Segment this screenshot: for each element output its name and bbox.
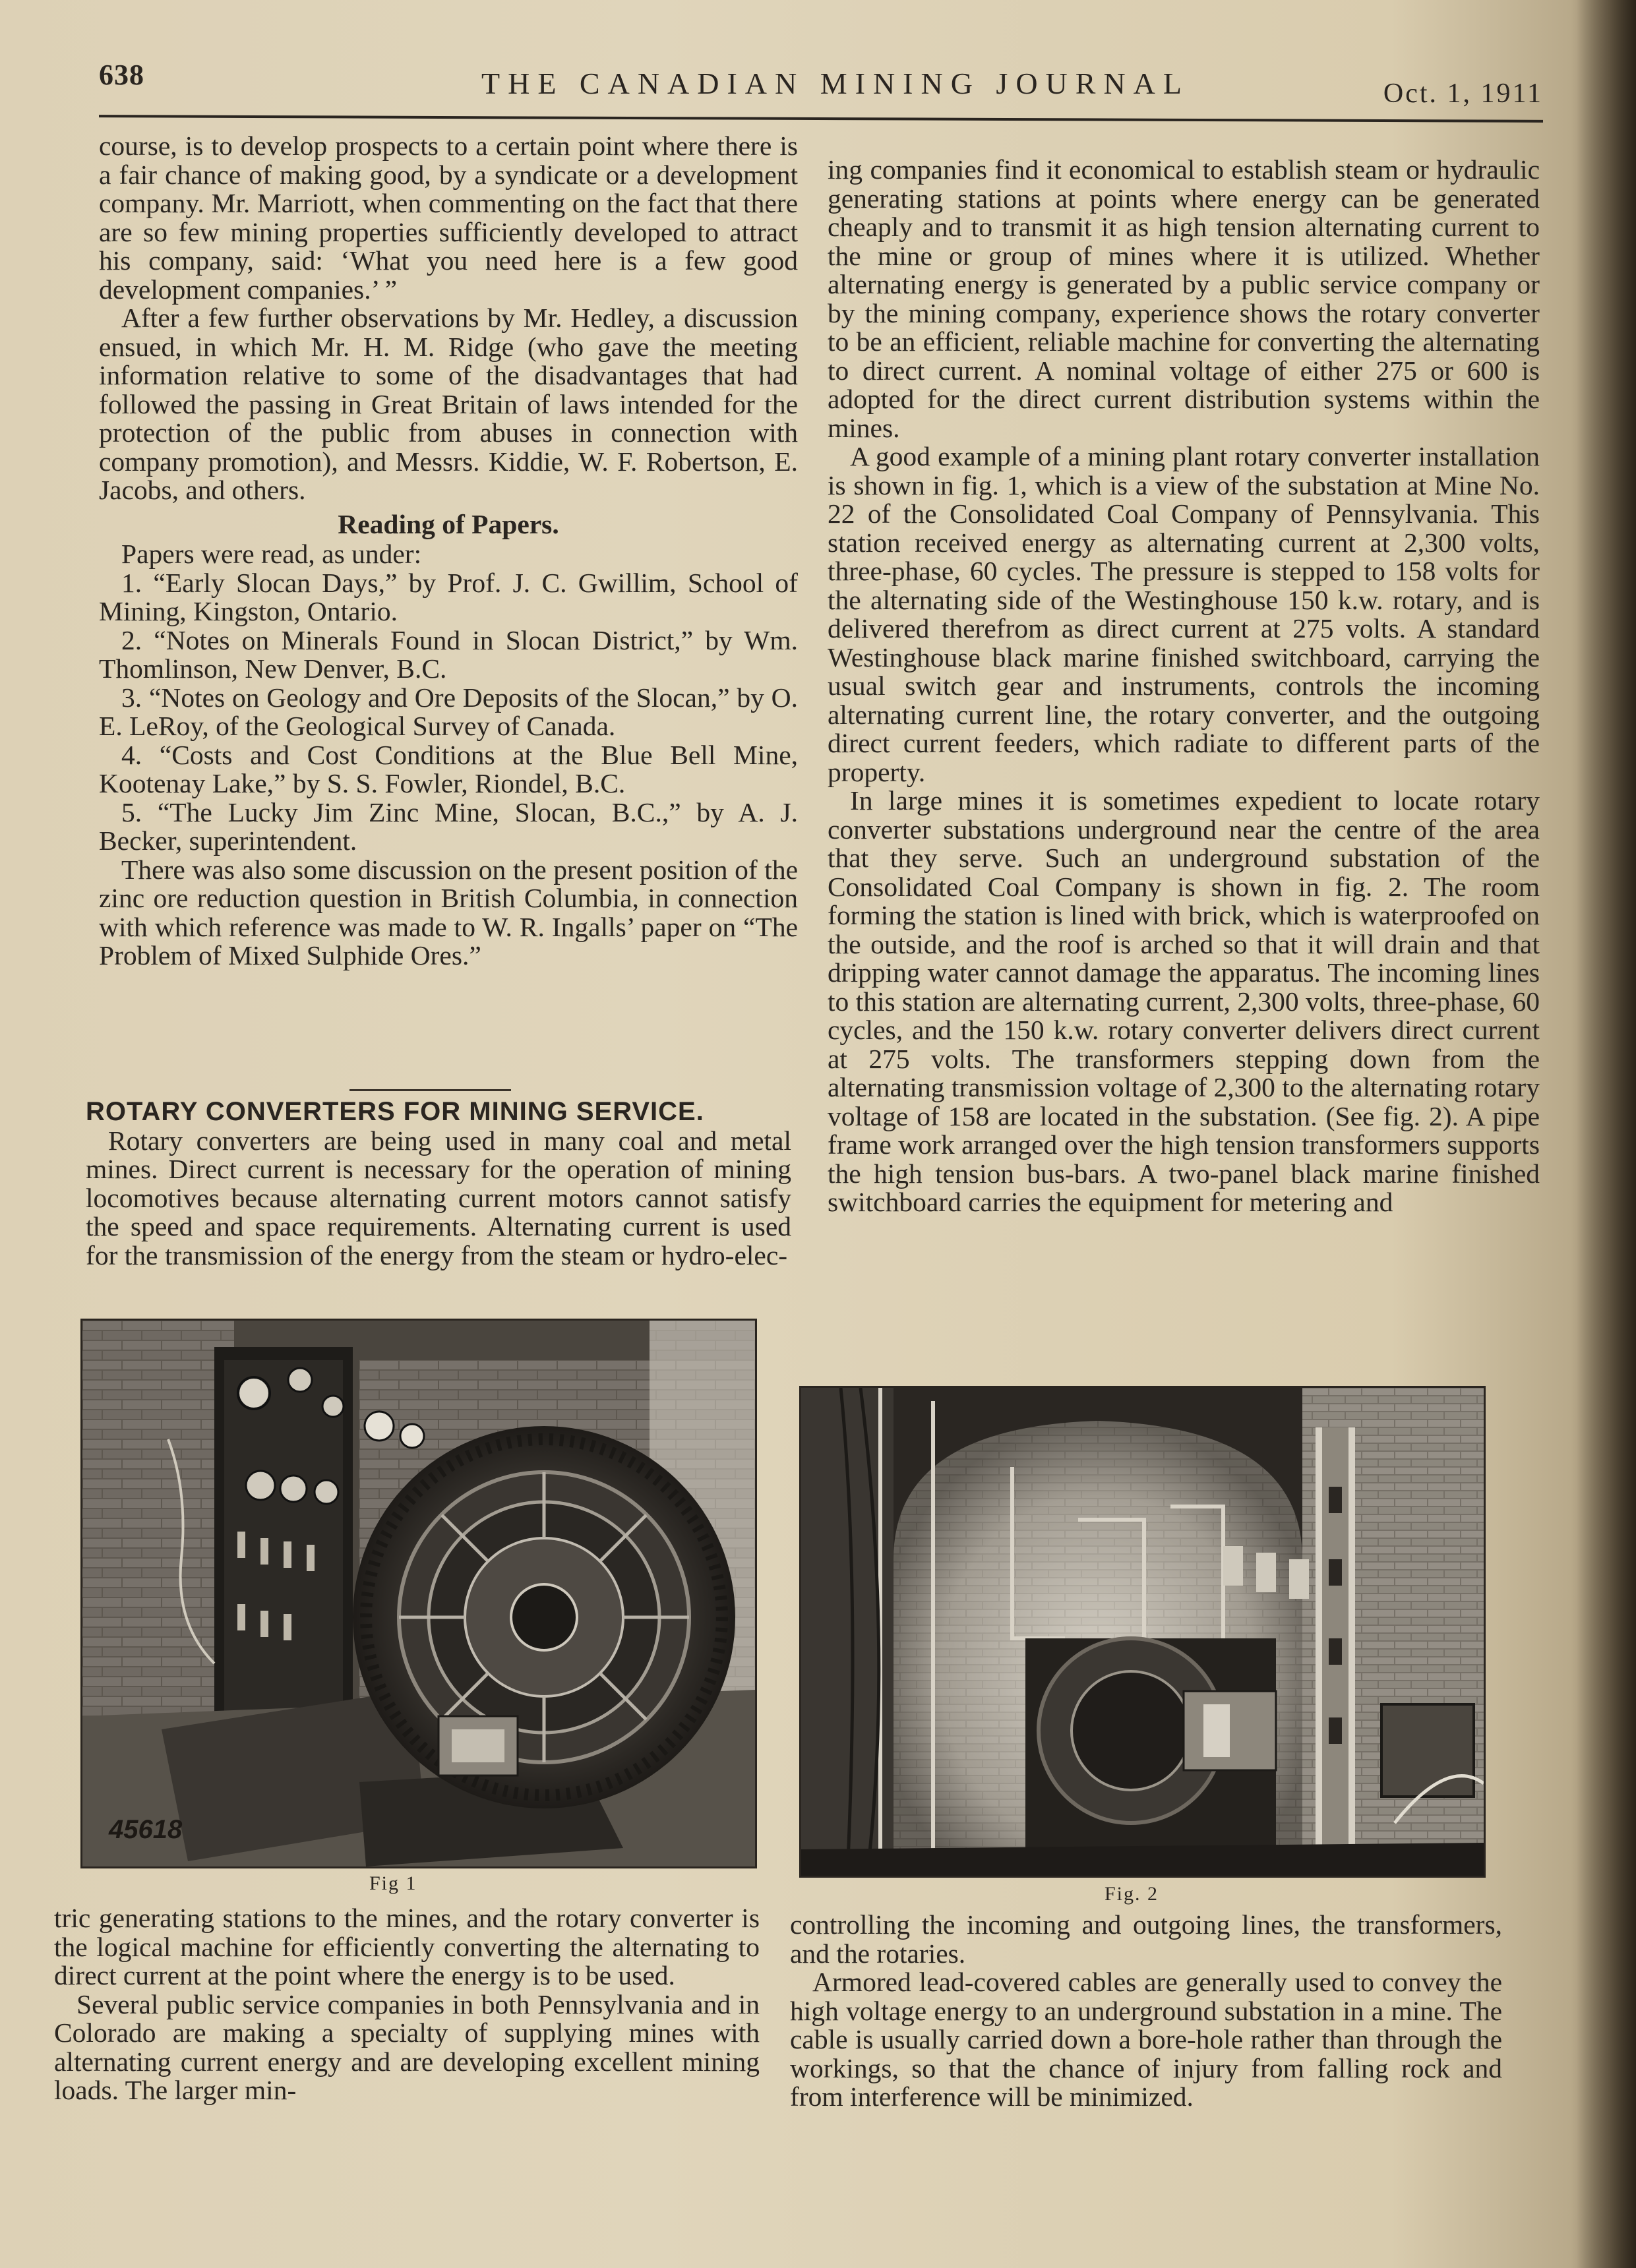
article-title: ROTARY CONVERTERS FOR MINING SERVICE.	[86, 1097, 704, 1126]
right-column-bottom	[790, 1911, 1502, 2112]
section-heading: Reading of Papers.	[338, 508, 559, 539]
paragraph: tric generating stations to the mines, and the rotary converter is the logical machine for efficiently converting the alternating to direct current at the point where the energy is to be used.	[54, 1903, 760, 1990]
paper-list-item: 1. “Early Slocan Days,” by Prof. J. C. Gwillim, School of Mining, Kingston, Ontario.	[99, 567, 798, 626]
issue-date: Oct. 1, 1911	[1383, 78, 1543, 109]
figure-1-caption: Fig 1	[369, 1872, 417, 1894]
underground-substation-illustration	[801, 1388, 1484, 1876]
page-header	[99, 58, 1543, 117]
fig1-plate-number: 45618	[109, 1815, 183, 1844]
paragraph: There was also some discussion on the present position of the zinc ore reduction question in British Columbia, in connection with which reference was made to W. R. Ingalls’ paper on “The Problem of Mixed Sulphide Ores.”	[99, 854, 798, 970]
figure-1-photo	[80, 1319, 757, 1868]
paragraph: Several public service companies in both Pennsylvania and in Colorado are making a specialty of supplying mines with alternating current energy and are developing excellent mining loads. The larger min-	[54, 1988, 760, 2105]
paper-list-item: 5. “The Lucky Jim Zinc Mine, Slocan, B.C.,” by A. J. Becker, superintendent.	[99, 796, 798, 856]
paper-list-item: 4. “Costs and Cost Conditions at the Blue Bell Mine, Kootenay Lake,” by S. S. Fowler, Riondel, B.C.	[99, 739, 798, 798]
figure-2-photo	[799, 1386, 1486, 1878]
paragraph: controlling the incoming and outgoing lines, the transformers, and the rotaries.	[790, 1909, 1502, 1969]
paper-list-item: 3. “Notes on Geology and Ore Deposits of the Slocan,” by O. E. LeRoy, of the Geological Survey of Canada.	[99, 682, 798, 741]
rotary-converter-substation-illustration	[82, 1321, 755, 1866]
article-start	[86, 1098, 791, 1270]
paragraph: Rotary converters are being used in many coal and metal mines. Direct current is necessary for the operation of mining locomotives because alternating current motors cannot satisfy the speed and space requirements. Alternating current is used for the transmission of the energy from the steam or hydro-elec-	[86, 1125, 791, 1270]
right-column-top	[828, 156, 1540, 1217]
paragraph: ing companies find it economical to establish steam or hydraulic generating stations at points where energy can be generated cheaply and to transmit it as high tension alternating current to the mine or group of mines where it is utilized. Whether alternating energy is generated by a public service company or by the mining company, experience shows the rotary converter to be an efficient, reliable machine for converting the alternating to direct current. A nominal voltage of either 275 or 600 is adopted for the direct current distribution systems within the mines.	[828, 154, 1540, 443]
paper-list-item: 2. “Notes on Minerals Found in Slocan District,” by Wm. Thomlinson, New Denver, B.C.	[99, 624, 798, 684]
journal-title: THE CANADIAN MINING JOURNAL	[481, 67, 1190, 100]
book-spine-shadow	[1577, 0, 1636, 2268]
paragraph: Papers were read, as under:	[121, 539, 422, 569]
left-column-bottom	[54, 1904, 760, 2105]
paragraph: A good example of a mining plant rotary converter installation is shown in fig. 1, which is a view of the substation at Mine No. 22 of the Consolidated Coal Company of Pennsylvania. This station received energy as alternating current at 2,300 volts, three-phase, 60 cycles. The pressure is stepped to 158 volts for the alternating side of the Westinghouse 150 k.w. rotary, and is delivered therefrom as direct current at 275 volts. A standard Westinghouse black marine finished switchboard, carrying the usual switch gear and instruments, controls the incoming alternating current line, the rotary converter, and the outgoing direct current feeders, which radiate to different parts of the property.	[828, 441, 1540, 787]
page-number: 638	[99, 59, 144, 91]
article-divider	[349, 1089, 511, 1091]
left-column-top	[99, 132, 798, 970]
figure-2-caption: Fig. 2	[1105, 1883, 1159, 1905]
paragraph: Armored lead-covered cables are generally used to convey the high voltage energy to an underground substation in a mine. The cable is usually carried down a bore-hole rather than through the workings, so that the chance of injury from falling rock and from interference will be minimized.	[790, 1967, 1502, 2112]
paragraph: In large mines it is sometimes expedient to locate rotary converter substations underground near the centre of the area that they serve. Such an underground substation of the Consolidated Coal Company is shown in fig. 2. The room forming the station is lined with brick, which is waterproofed on the outside, and the roof is arched so that it will drain and that dripping water cannot damage the apparatus. The incoming lines to this station are alternating current, 2,300 volts, three-phase, 60 cycles, and the 150 k.w. rotary converter delivers direct current at 275 volts. The transformers stepping down from the alternating transmission voltage of 2,300 to the alternating rotary voltage of 158 are located in the substation. (See fig. 2). A pipe frame work arranged over the high tension transformers supports the high tension bus-bars. A two-panel black marine finished switchboard carries the equipment for metering and	[828, 785, 1540, 1217]
paragraph: After a few further observations by Mr. Hedley, a discussion ensued, in which Mr. H. M. Ridge (who gave the meeting information relative to some of the disadvantages that had followed the passing in Great Britain of laws intended for the protection of the public from abuses in connection with company promotion), and Messrs. Kiddie, W. F. Robertson, E. Jacobs, and others.	[99, 303, 798, 505]
paragraph: course, is to develop prospects to a certain point where there is a fair chance of making good, by a syndicate or a development company. Mr. Marriott, when commenting on the fact that there are so few mining properties sufficiently developed to attract his company, said: ‘What you need here is a few good development companies.’ ”	[99, 131, 798, 305]
